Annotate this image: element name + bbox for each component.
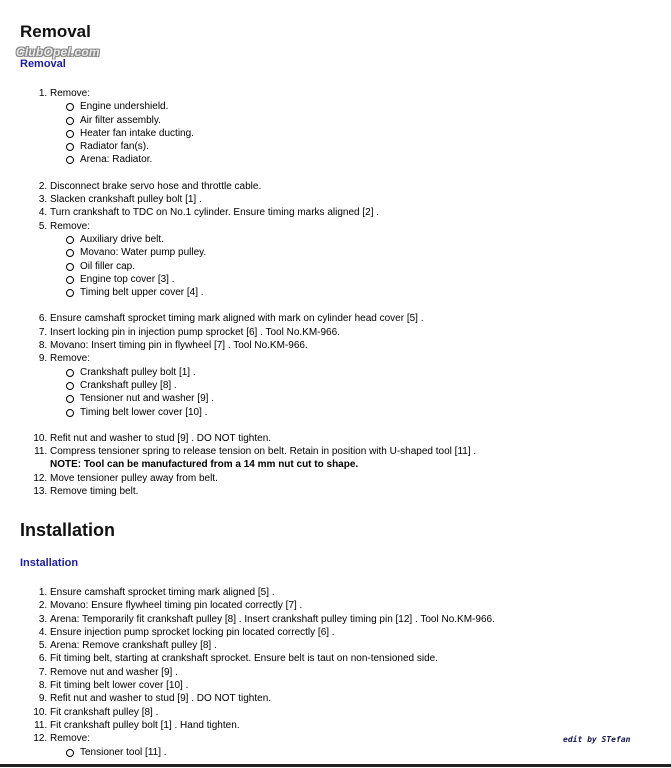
sub-item: Oil filler cap. <box>66 260 670 273</box>
step-item <box>50 706 670 719</box>
step-item <box>50 626 670 639</box>
step-item <box>50 599 670 612</box>
sub-item: Timing belt lower cover [10] . <box>66 406 670 419</box>
step-text: Refit nut and washer to stud [9] . DO NOT tighten. <box>50 693 272 705</box>
step-item <box>50 445 670 472</box>
step-item <box>50 666 670 679</box>
step-text: Ensure camshaft sprocket timing mark aligned [5] . <box>50 587 275 598</box>
installation-title: Installation <box>20 520 116 540</box>
sub-item: Crankshaft pulley [8] . <box>66 379 670 392</box>
step-item <box>50 206 670 219</box>
step-text: Arena: Temporarily fit crankshaft pulley [8] . Insert crankshaft pulley timing pin [12] . Tool No.KM-966. <box>50 613 495 625</box>
step-item <box>50 432 670 445</box>
step-item <box>50 692 670 705</box>
step-item <box>50 652 670 665</box>
sub-list <box>50 366 670 419</box>
sub-item: Tensioner nut and washer [9] . <box>66 392 670 405</box>
step-text: Remove: <box>50 88 91 99</box>
sub-item: Auxiliary drive belt. <box>66 233 670 246</box>
sub-list <box>50 233 670 299</box>
installation-subtitle: Installation <box>20 557 79 569</box>
sub-item: Radiator fan(s). <box>66 140 670 153</box>
step-text: Turn crankshaft to TDC on No.1 cylinder. Ensure timing marks aligned [2] . <box>50 207 380 219</box>
sub-item: Crankshaft pulley bolt [1] . <box>66 366 670 379</box>
step-note: NOTE: Tool can be manufactured from a 14 mm nut cut to shape. <box>50 459 359 471</box>
step-item <box>50 586 670 599</box>
step-item <box>50 679 670 692</box>
step-text: Insert locking pin in injection pump sprocket [6] . Tool No.KM-966. <box>50 326 340 338</box>
step-text: Fit timing belt lower cover [10] . <box>50 680 189 692</box>
step-text: Compress tensioner spring to release tension on belt. Retain in position with U-shaped tool [11] . <box>50 446 477 458</box>
sub-item: Tensioner tool [11] . <box>66 746 670 759</box>
bottom-divider <box>0 764 671 767</box>
step-text: Fit crankshaft pulley bolt [1] . Hand tighten. <box>50 719 240 731</box>
step-text: Slacken crankshaft pulley bolt [1] . <box>50 194 202 206</box>
sub-item: Heater fan intake ducting. <box>66 127 670 140</box>
sub-item: Engine undershield. <box>66 100 670 113</box>
step-item <box>50 639 670 652</box>
sub-list <box>50 100 670 166</box>
sub-item: Engine top cover [3] . <box>66 273 670 286</box>
step-text: Remove: <box>50 220 91 232</box>
sub-item: Movano: Water pump pulley. <box>66 246 670 259</box>
step-text: Ensure injection pump sprocket locking pin located correctly [6] . <box>50 626 335 638</box>
removal-title: Removal <box>20 22 91 41</box>
step-item <box>50 472 670 485</box>
step-text: Ensure camshaft sprocket timing mark aligned with mark on cylinder head cover [5] . <box>50 313 424 325</box>
sub-list <box>50 746 670 759</box>
removal-subtitle: Removal <box>20 58 66 70</box>
step-text: Remove: <box>50 733 91 745</box>
step-text: Move tensioner pulley away from belt. <box>50 472 218 484</box>
sub-item: Air filter assembly. <box>66 114 670 127</box>
sub-item: Timing belt upper cover [4] . <box>66 286 670 299</box>
step-text: Movano: Ensure flywheel timing pin located correctly [7] . <box>50 600 303 612</box>
step-text: Disconnect brake servo hose and throttle cable. <box>50 180 262 192</box>
step-item <box>50 352 670 418</box>
step-item <box>50 220 670 300</box>
removal-steps-list <box>24 87 670 498</box>
step-item <box>50 312 670 325</box>
step-item <box>50 193 670 206</box>
step-item <box>50 87 670 167</box>
step-text: Arena: Remove crankshaft pulley [8] . <box>50 640 217 652</box>
step-text: Refit nut and washer to stud [9] . DO NOT tighten. <box>50 432 272 444</box>
step-text: Remove nut and washer [9] . <box>50 666 178 678</box>
watermark-logo: ClubOpel.com <box>16 45 100 59</box>
step-item <box>50 719 670 732</box>
step-item <box>50 326 670 339</box>
step-item <box>50 339 670 352</box>
step-text: Remove: <box>50 353 91 365</box>
step-item <box>50 180 670 193</box>
step-text: Fit timing belt, starting at crankshaft sprocket. Ensure belt is taut on non-tensioned side. <box>50 653 438 665</box>
step-text: Fit crankshaft pulley [8] . <box>50 706 159 718</box>
installation-steps-list <box>24 586 670 759</box>
step-text: Remove timing belt. <box>50 486 139 498</box>
step-text: Movano: Insert timing pin in flywheel [7] . Tool No.KM-966. <box>50 340 308 352</box>
step-item <box>50 613 670 626</box>
step-item <box>50 485 670 498</box>
signature: edit by STefan <box>563 735 631 744</box>
sub-item: Arena: Radiator. <box>66 153 670 166</box>
